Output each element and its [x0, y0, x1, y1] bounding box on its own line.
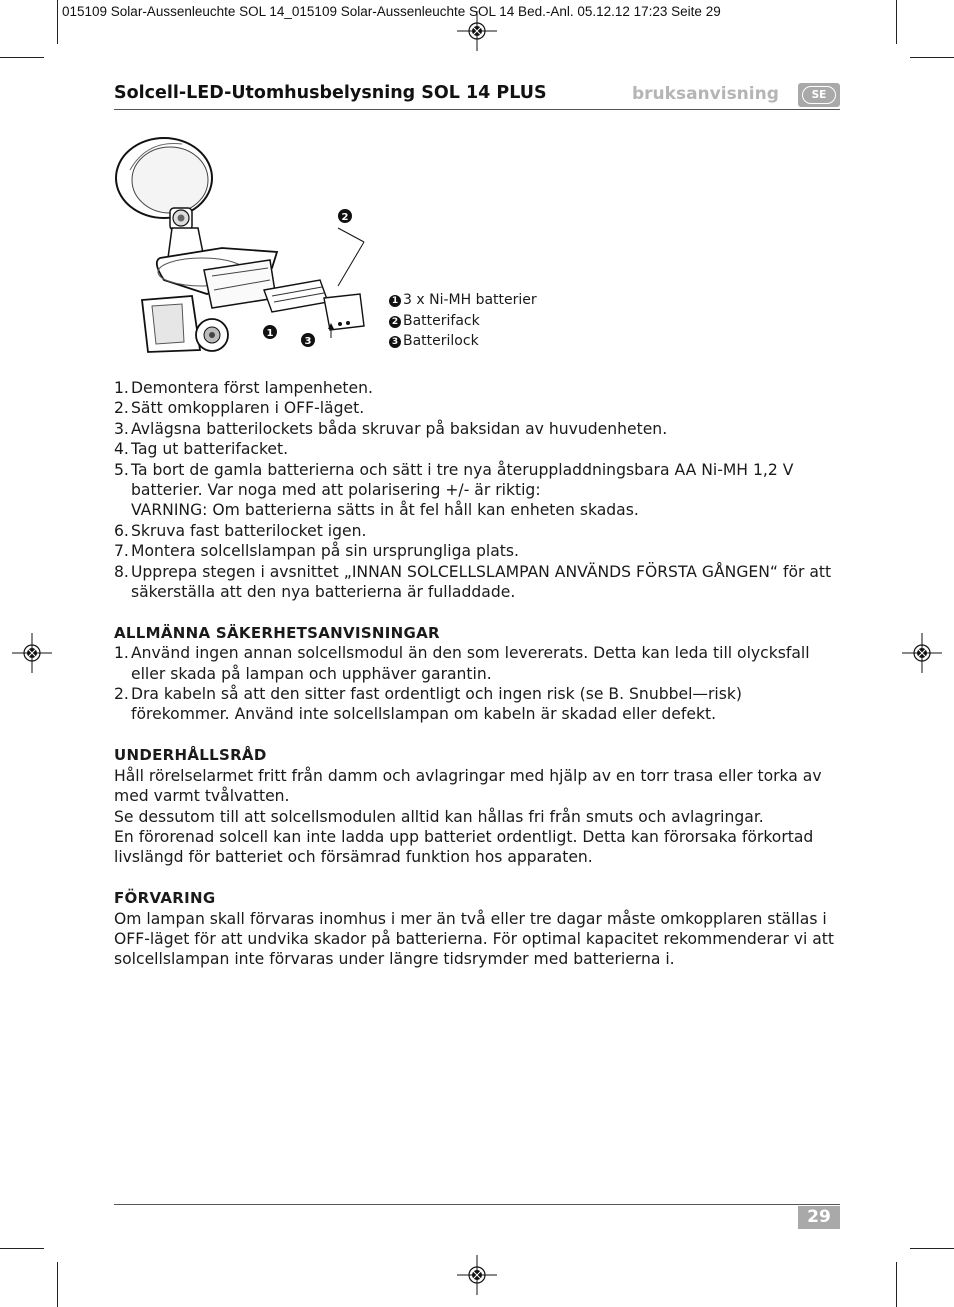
safety-item — [114, 684, 844, 725]
maintenance-paragraph: Håll rörelselarmet fritt från damm och avlagringar med hjälp av en torr trasa eller torka av med varmt tvålvatten. — [114, 766, 822, 806]
step-text: Ta bort de gamla batterierna och sätt i tre nya återuppladdningsbara AA Ni-MH 1,2 V batterier. Var noga med att polarisering +/- är riktig: — [131, 460, 794, 500]
page-number: 29 — [798, 1206, 840, 1229]
step-item — [114, 439, 844, 459]
language-badge — [798, 83, 840, 107]
step-text: Demontera först lampenheten. — [131, 379, 373, 397]
legend-text: Batterilock — [403, 333, 479, 349]
step-number: 4. — [114, 440, 129, 459]
step-text: Skruva fast batterilocket igen. — [131, 521, 367, 540]
svg-text:3: 3 — [304, 336, 312, 347]
safety-number: 1. — [114, 644, 129, 663]
crop-mark-top-right-v — [896, 0, 897, 44]
crop-mark-bottom-right-v — [896, 1262, 897, 1307]
step-item — [114, 562, 844, 603]
maintenance-paragraph: Se dessutom till att solcellsmodulen alltid kan hållas fri från smuts och avlagringar. — [114, 807, 764, 826]
legend-number: 1 — [389, 295, 401, 307]
legend-item — [389, 311, 537, 332]
step-number: 8. — [114, 562, 129, 581]
registration-mark-left-icon — [12, 633, 52, 673]
svg-text:1: 1 — [266, 328, 274, 339]
step-number: 5. — [114, 460, 129, 479]
step-item — [114, 398, 844, 418]
maintenance-heading: UNDERHÅLLSRÅD — [114, 746, 267, 765]
step-item — [114, 419, 844, 439]
step-item — [114, 541, 844, 561]
step-text: Tag ut batterifacket. — [131, 440, 289, 459]
maintenance-paragraph: En förorenad solcell kan inte ladda upp batteriet ordentligt. Detta kan förorsaka förkortad livslängd för batteriet och försämrad funktion hos apparaten. — [114, 827, 814, 867]
safety-item — [114, 643, 844, 684]
svg-text:2: 2 — [341, 212, 349, 223]
battery-steps-list — [114, 378, 844, 602]
main-content — [114, 378, 844, 970]
section-label: bruksanvisning — [632, 84, 779, 104]
step-warning: VARNING: Om batterierna sätts in åt fel håll kan enheten skadas. — [131, 501, 639, 520]
registration-mark-bottom-icon — [457, 1255, 497, 1295]
registration-mark-right-icon — [902, 633, 942, 673]
safety-text: Dra kabeln så att den sitter fast ordentligt och ingen risk (se B. Snubbel—risk) förekommer. Använd inte solcellslampan om kabeln är skadad eller defekt. — [131, 685, 742, 724]
safety-number: 2. — [114, 685, 129, 704]
crop-mark-bottom-left-v — [57, 1262, 58, 1307]
step-text: Sätt omkopplaren i OFF-läget. — [131, 399, 365, 418]
step-text: Upprepa stegen i avsnittet „INNAN SOLCELLSLAMPAN ANVÄNDS FÖRSTA GÅNGEN“ för att säkerställa att den nya batterierna är fulladdade. — [131, 562, 832, 602]
legend-item — [389, 331, 537, 352]
footer-rule — [114, 1204, 840, 1205]
step-item — [114, 521, 844, 541]
crop-mark-bottom-right-h — [910, 1248, 954, 1249]
step-number: 2. — [114, 399, 129, 418]
safety-text: Använd ingen annan solcellsmodul än den som levererats. Detta kan leda till olycksfall eller skada på lampan och upphäver garantin. — [131, 644, 810, 683]
step-number: 1. — [114, 379, 129, 397]
step-item — [114, 460, 844, 521]
crop-mark-top-left-v — [57, 0, 58, 44]
legend-text: 3 x Ni-MH batterier — [403, 292, 537, 308]
title-rule — [114, 109, 840, 110]
storage-heading: FÖRVARING — [114, 889, 216, 908]
document-title: Solcell-LED-Utomhusbelysning SOL 14 PLUS — [114, 83, 547, 103]
registration-mark-top-icon — [457, 11, 497, 51]
step-item — [114, 378, 844, 398]
crop-mark-top-left-h — [0, 57, 44, 58]
step-number: 3. — [114, 419, 129, 438]
step-text: Montera solcellslampan på sin ursprungliga plats. — [131, 542, 519, 561]
print-header: 015109 Solar-Aussenleuchte SOL 14_015109 Solar-Aussenleuchte SOL 14 Bed.-Anl. 05.12.12 17:23 Seite 29 — [62, 4, 721, 19]
safety-list — [114, 643, 844, 725]
language-code: SE — [802, 86, 836, 104]
legend-item — [389, 290, 537, 311]
storage-paragraph: Om lampan skall förvaras inomhus i mer än två eller tre dagar måste omkopplaren ställas i OFF-läget för att undvika skador på batterierna. För optimal kapacitet rekommenderar vi att solcellslampan inte förvaras under längre tidsrymder med batterierna i. — [114, 909, 835, 969]
legend-number: 3 — [389, 336, 401, 348]
legend-number: 2 — [389, 316, 401, 328]
step-number: 7. — [114, 542, 129, 561]
crop-mark-top-right-h — [910, 57, 954, 58]
safety-heading: ALLMÄNNA SÄKERHETSANVISNINGAR — [114, 623, 440, 642]
crop-mark-bottom-left-h — [0, 1248, 44, 1249]
step-text: Avlägsna batterilockets båda skruvar på baksidan av huvudenheten. — [131, 419, 668, 438]
figure-legend — [389, 290, 537, 352]
step-number: 6. — [114, 521, 129, 540]
legend-text: Batterifack — [403, 312, 480, 329]
solar-lamp-battery-illustration — [112, 130, 412, 360]
